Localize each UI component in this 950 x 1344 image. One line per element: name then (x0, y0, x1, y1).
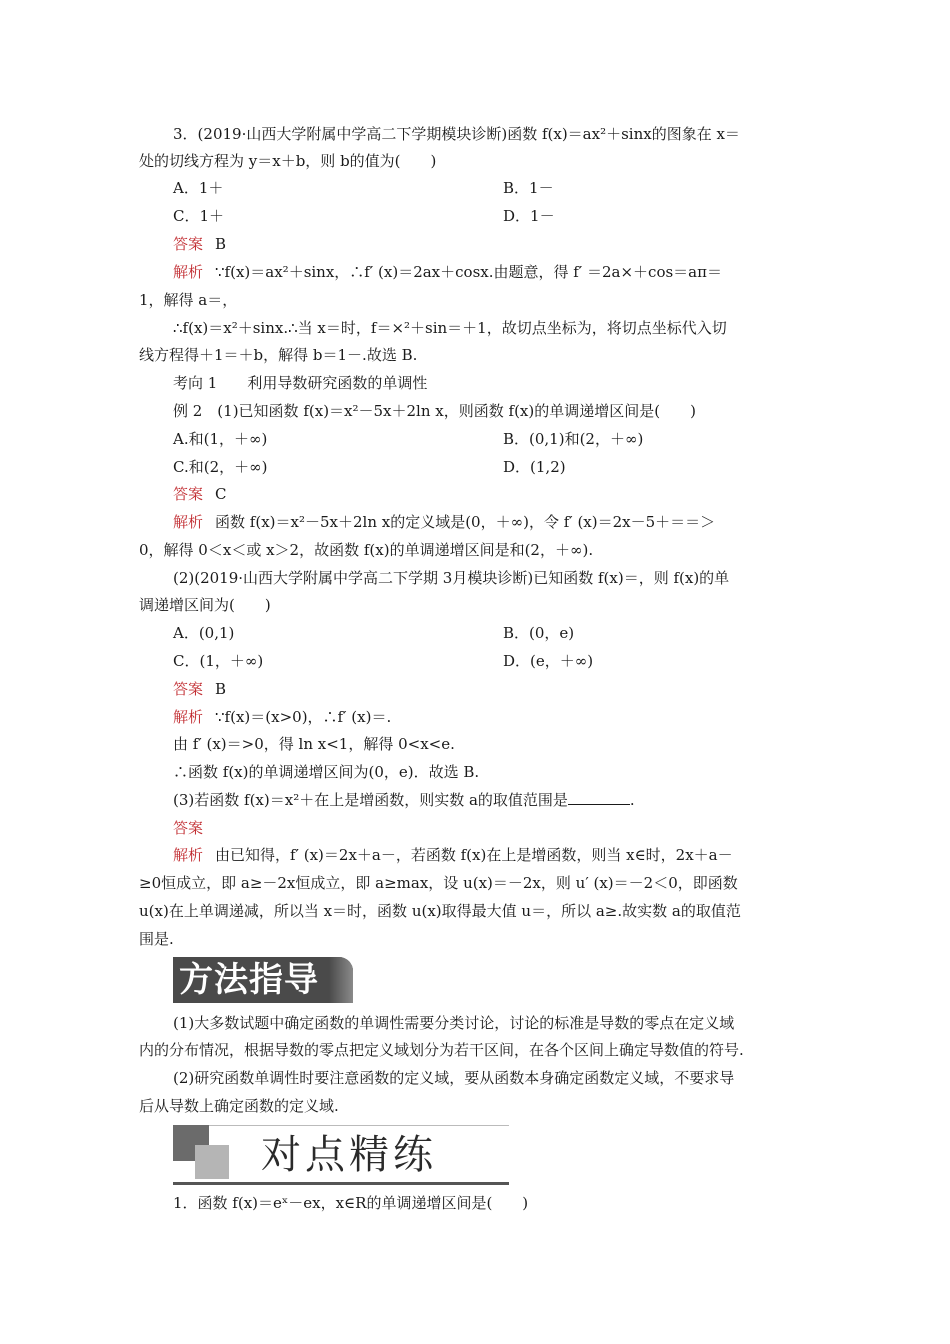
q3-option-c: C．1＋ (173, 207, 225, 225)
method-p2-line2: 后从导数上确定函数的定义域. (139, 1097, 339, 1115)
analysis-label: 解析 (173, 513, 204, 531)
answer-label: 答案 (173, 680, 204, 698)
method-p1-line2: 内的分布情况，根据导数的零点把定义域划分为若干区间，在各个区间上确定导数值的符号. (139, 1041, 744, 1059)
ex2-1-option-c: C.和(2，＋∞) (173, 458, 268, 476)
method-guide-title: 方法指导 (179, 960, 319, 1000)
ex2-2-analysis-line2: 由 f′ (x)＝>0，得 ln x<1，解得 0<x<e. (173, 735, 455, 753)
topic-heading (173, 373, 427, 393)
ex2-1-analysis-line1 (173, 512, 715, 532)
q3-option-a: A．1＋ (173, 179, 224, 197)
method-guide-banner (173, 957, 353, 1003)
analysis-text: ∵f(x)＝(x>0)，∴f′ (x)＝. (215, 708, 392, 726)
banner-shade (329, 957, 353, 1003)
topic-label: 考向 1 (173, 374, 218, 392)
q3-option-d: D．1－ (503, 207, 555, 225)
practice-banner (173, 1125, 509, 1185)
topic-title: 利用导数研究函数的单调性 (247, 374, 428, 392)
ex2-2-option-c: C．(1，＋∞) (173, 652, 264, 670)
analysis-text: ∵f(x)＝ax²＋sinx，∴f′ (x)＝2ax＋cosx.由题意，得 f′ ＝2a×＋cos＝aπ＝ (215, 263, 722, 281)
ex2-3-analysis-line2: ≥0恒成立，即 a≥－2x恒成立，即 a≥max，设 u(x)＝－2x，则 u′ (x)＝－2＜0，即函数 (139, 874, 738, 892)
ex2-1-stem: 例 2 (1)已知函数 f(x)＝x²－5x＋2ln x，则函数 f(x)的单调递增区间是( ) (173, 402, 696, 420)
answer-blank (568, 790, 630, 805)
ex2-2-option-a: A．(0,1) (173, 624, 235, 642)
stem-text: (3)若函数 f(x)＝x²＋在上是增函数，则实数 a的取值范围是 (173, 791, 568, 809)
banner-top-rule (209, 1125, 509, 1126)
answer-label: 答案 (173, 819, 204, 837)
q3-analysis-line1 (173, 262, 722, 282)
q3-analysis-line2: 1，解得 a＝， (139, 291, 238, 309)
ex2-3-analysis-line3: u(x)在上单调递减，所以当 x＝时，函数 u(x)取得最大值 u＝，所以 a≥.故实数 a的取值范 (139, 902, 741, 920)
ex2-2-stem-line1: (2)(2019·山西大学附属中学高二下学期 3月模块诊断)已知函数 f(x)＝，则 f(x)的单 (173, 569, 730, 587)
ex2-2-option-b: B．(0，e) (503, 624, 575, 642)
analysis-label: 解析 (173, 708, 204, 726)
q3-analysis-line4: 线方程得＋1＝＋b，解得 b＝1－.故选 B. (139, 346, 418, 364)
q3-option-b: B．1－ (503, 179, 554, 197)
ex2-2-option-d: D．(e，＋∞) (503, 652, 594, 670)
ex2-1-option-b: B．(0,1)和(2，＋∞) (503, 430, 644, 448)
practice-title: 对点精练 (261, 1132, 437, 1178)
ex2-2-analysis-line1 (173, 707, 391, 727)
practice-q1: 1．函数 f(x)＝eˣ－ex，x∈R的单调递增区间是( ) (173, 1194, 529, 1212)
ex2-3-answer (173, 818, 203, 838)
q3-stem-line1: 3．(2019·山西大学附属中学高二下学期模块诊断)函数 f(x)＝ax²＋sinx的图象在 x＝ (173, 125, 740, 143)
ex2-3-analysis-line1 (173, 845, 733, 865)
q3-stem-line2: 处的切线方程为 y＝x＋b，则 b的值为( ) (139, 152, 437, 170)
answer-value: B (215, 235, 227, 253)
banner-square-light (195, 1145, 229, 1179)
ex2-3-stem (173, 790, 635, 810)
answer-value: C (215, 485, 227, 503)
answer-label: 答案 (173, 235, 204, 253)
ex2-1-analysis-line2: 0，解得 0＜x＜或 x＞2，故函数 f(x)的单调递增区间是和(2，＋∞). (139, 541, 594, 559)
ex2-2-answer (173, 679, 226, 699)
ex2-3-analysis-line4: 围是. (139, 930, 174, 948)
ex2-1-option-d: D．(1,2) (503, 458, 566, 476)
method-p1-line1: (1)大多数试题中确定函数的单调性需要分类讨论，讨论的标准是导数的零点在定义域 (173, 1014, 735, 1032)
method-p2-line1: (2)研究函数单调性时要注意函数的定义域，要从函数本身确定函数定义域，不要求导 (173, 1069, 735, 1087)
stem-end: . (629, 791, 635, 809)
analysis-text: 函数 f(x)＝x²－5x＋2ln x的定义域是(0，＋∞)，令 f′ (x)＝2x－5＋＝＝＞ (215, 513, 716, 531)
banner-bottom-rule (173, 1182, 509, 1185)
ex2-1-answer (173, 484, 227, 504)
analysis-text: 由已知得，f′ (x)＝2x＋a－，若函数 f(x)在上是增函数，则当 x∈时，2x＋a－ (215, 846, 733, 864)
q3-analysis-line3: ∴f(x)＝x²＋sinx.∴当 x＝时，f＝×²＋sin＝＋1，故切点坐标为，将切点坐标代入切 (173, 319, 727, 337)
ex2-2-analysis-line3: ∴函数 f(x)的单调递增区间为(0，e)．故选 B. (173, 763, 480, 781)
analysis-label: 解析 (173, 846, 204, 864)
ex2-2-stem-line2: 调递增区间为( ) (139, 596, 271, 614)
analysis-label: 解析 (173, 263, 204, 281)
q3-answer (173, 234, 226, 254)
answer-value: B (215, 680, 227, 698)
ex2-1-option-a: A.和(1，＋∞) (173, 430, 268, 448)
answer-label: 答案 (173, 485, 204, 503)
